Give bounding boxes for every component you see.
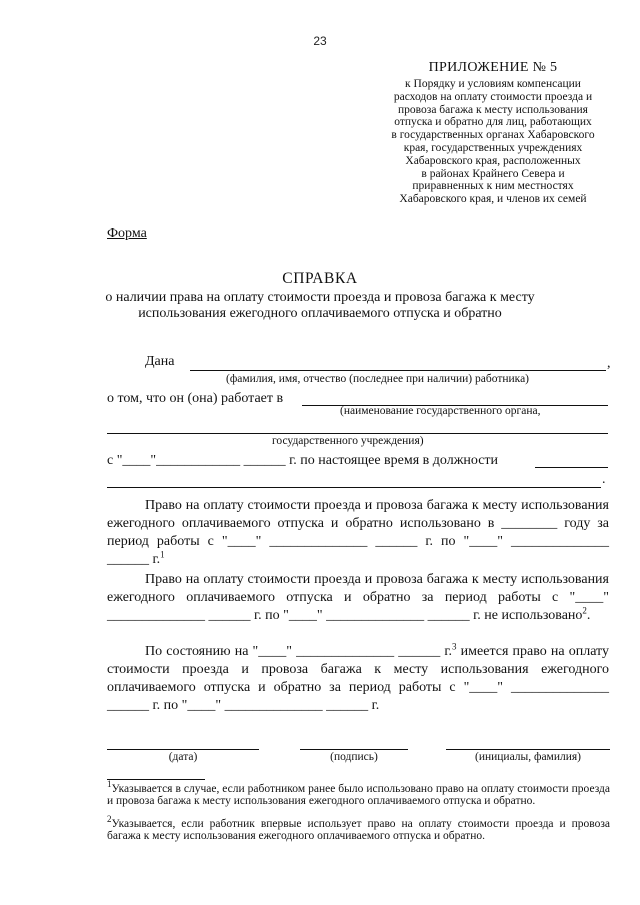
page-number: 23 [313,34,327,48]
comma: , [607,356,611,371]
appendix-line: расходов на оплату стоимости проезда и [393,90,593,103]
date-field[interactable] [107,749,259,750]
paragraph-used [107,497,609,569]
appendix-title: ПРИЛОЖЕНИЕ № 5 [428,60,558,75]
position-field-2[interactable] [107,487,601,488]
period-end: . [602,472,606,487]
paragraph-text: Право на оплату стоимости проезда и провоза багажа к месту использования ежегодного оплачиваемого отпуска и обратно использовано в ________ году за период работы с "____" ______________ ______ г. по "____" ______________ ______ г. [107,498,609,567]
issued-to-label: Дана [145,354,175,369]
paragraph-text: имеется право на оплату стоимости проезда и провоза багажа к месту использования ежегодного оплачиваемого отпуска и обратно за период работы с "____" ______________ ______ г. по "____" ______________ ______ г. [107,644,609,713]
employee-name-hint: (фамилия, имя, отчество (последнее при наличии) работника) [226,373,529,385]
organization-hint-2: государственного учреждения) [272,435,424,447]
appendix-block [378,60,608,206]
paragraph-text: По состоянию на "____" ______________ ______ г. [145,644,453,659]
paragraph-right-exists [107,643,609,715]
paragraph-text: Право на оплату стоимости проезда и провоза багажа к месту использования ежегодного оплачиваемого отпуска и обратно за период работы с "____" ______________ ______ г. по "____" ______________ ______ г. не использовано [107,572,609,623]
employee-name-field[interactable] [190,370,606,371]
footnote-number: 2 [107,814,112,825]
footnote-2 [107,814,610,842]
full-name-field[interactable] [446,749,610,750]
footnote-text: Указывается, если работник впервые использует право на оплату стоимости проезда и провоза багажа к месту использования ежегодного оплачиваемого отпуска и обратно. [107,818,610,842]
appendix-line: приравненных к ним местностях [412,180,574,193]
document-subtitle: о наличии права на оплату стоимости проезда и провоза багажа к месту использования ежегодного оплачиваемого отпуска и обратно [105,290,535,321]
position-field[interactable] [535,467,608,468]
signature-hint: (подпись) [330,751,378,763]
signature-field[interactable] [300,749,408,750]
appendix-line: Хабаровского края, и членов их семей [399,193,587,206]
date-hint: (дата) [168,751,198,763]
organization-field-2[interactable] [107,433,608,434]
appendix-line: провоза багажа к месту использования [398,103,588,116]
footnote-number: 1 [107,779,112,790]
footnote-divider [107,779,205,780]
footnote-ref: 3 [452,641,457,652]
form-label: Форма [107,226,147,241]
paragraph-not-used [107,571,609,625]
footnote-1 [107,779,610,807]
appendix-line: в государственных органах Хабаровского [391,129,595,142]
appendix-line: отпуска и обратно для лиц, работающих [394,116,592,129]
appendix-line: Хабаровского края, расположенных [405,154,581,167]
organization-hint: (наименование государственного органа, [340,405,541,417]
footnote-text: Указывается в случае, если работником ранее было использовано право на оплату стоимости проезда и провоза багажа к месту использования ежегодного оплачиваемого отпуска и обратно. [107,783,610,807]
paragraph-end: . [586,608,591,623]
since-label: с "____"____________ ______ г. по настоящее время в должности [107,453,499,468]
works-at-label: о том, что он (она) работает в [107,391,284,406]
document-title: СПРАВКА [282,270,358,287]
full-name-hint: (инициалы, фамилия) [474,751,582,763]
footnote-ref: 1 [160,549,165,560]
appendix-line: к Порядку и условиям компенсации [405,78,581,90]
appendix-line: края, государственных учреждениях [403,141,583,154]
appendix-line: в районах Крайнего Севера и [421,167,565,180]
footnote-ref: 2 [582,605,587,616]
